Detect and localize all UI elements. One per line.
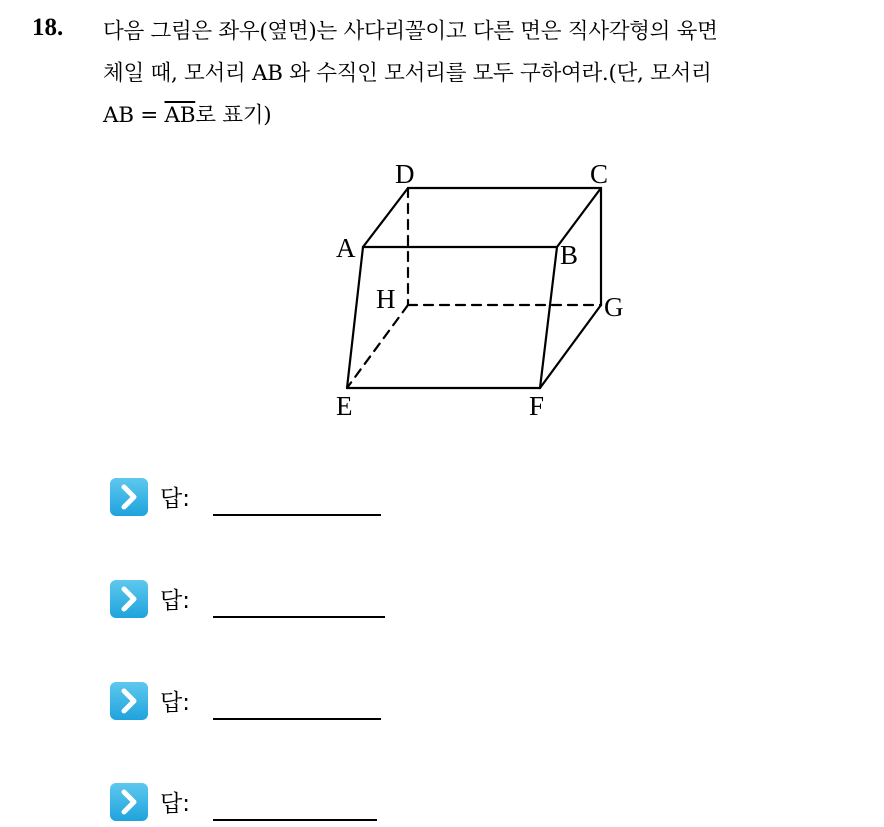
chevron-right-icon xyxy=(110,783,148,821)
vertex-label-g: G xyxy=(604,292,624,322)
vertex-label-f: F xyxy=(529,391,545,421)
chevron-right-icon xyxy=(110,682,148,720)
question-number: 18. xyxy=(32,14,64,41)
hexahedron-figure xyxy=(320,150,640,430)
notation-prefix: AB = xyxy=(103,103,165,128)
question-text-line-3 xyxy=(103,98,271,129)
answer-label: 답: xyxy=(160,588,190,614)
answer-label: 답: xyxy=(160,690,190,716)
answer-blank-3[interactable] xyxy=(213,718,381,720)
answer-row-4 xyxy=(110,783,410,823)
answer-row-3 xyxy=(110,682,410,722)
overline-ab: $\overline{AB}$ xyxy=(164,103,196,128)
vertex-label-d: D xyxy=(395,159,415,189)
answer-label: 답: xyxy=(160,791,190,817)
question-text-line-1: 다음 그림은 좌우(옆면)는 사다리꼴이고 다른 면은 직사각형의 육면 xyxy=(103,19,718,44)
notation-suffix: 로 표기) xyxy=(195,103,272,128)
edge-bc xyxy=(557,188,601,247)
chevron-right-icon xyxy=(110,478,148,516)
chevron-right-icon xyxy=(110,580,148,618)
question-text-line-2: 체일 때, 모서리 AB 와 수직인 모서리를 모두 구하여라.(단, 모서리 xyxy=(103,61,712,86)
vertex-label-c: C xyxy=(590,159,609,189)
answer-blank-4[interactable] xyxy=(213,819,377,821)
edge-ad xyxy=(363,188,408,247)
answer-row-1 xyxy=(110,478,410,518)
vertex-label-e: E xyxy=(336,391,353,421)
vertex-label-a: A xyxy=(336,233,356,263)
edge-he xyxy=(347,305,408,388)
answer-blank-1[interactable] xyxy=(213,514,381,516)
vertex-label-b: B xyxy=(560,240,579,270)
edge-ae xyxy=(347,247,363,388)
answer-label: 답: xyxy=(160,486,190,512)
vertex-label-h: H xyxy=(376,284,396,314)
answer-blank-2[interactable] xyxy=(213,616,385,618)
answer-row-2 xyxy=(110,580,410,620)
